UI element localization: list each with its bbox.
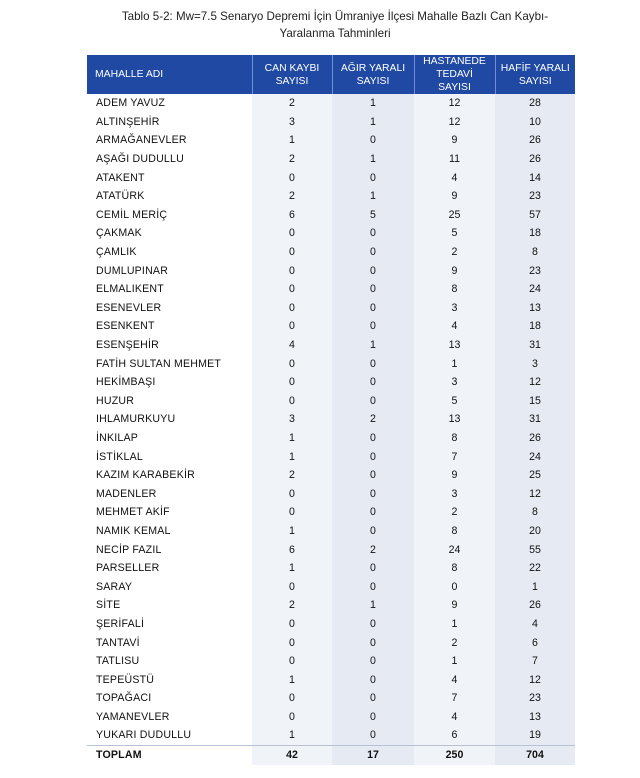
severe-injuries-cell: 1 xyxy=(332,150,414,169)
header-severe-injuries xyxy=(332,55,414,94)
severe-injuries-cell: 0 xyxy=(332,577,414,596)
minor-injuries-cell: 1 xyxy=(495,577,575,596)
severe-injuries-cell: 0 xyxy=(332,280,414,299)
severe-injuries-cell: 1 xyxy=(332,336,414,355)
minor-injuries-cell: 15 xyxy=(495,392,575,411)
neighborhood-name: ALTINŞEHİR xyxy=(96,115,160,128)
deaths-cell: 2 xyxy=(252,466,332,485)
neighborhood-name: CEMİL MERİÇ xyxy=(96,208,168,221)
hospital-treatment-cell: 12 xyxy=(414,94,495,113)
deaths-cell: 0 xyxy=(252,652,332,671)
table-row xyxy=(87,447,575,466)
table-caption xyxy=(80,8,590,42)
total-hospital-treatment-cell: 250 xyxy=(414,745,495,765)
header-deaths-line-1: CAN KAYBI xyxy=(264,62,320,74)
neighborhood-name: MADENLER xyxy=(96,487,157,500)
neighborhood-name: PARSELLER xyxy=(96,562,160,575)
table-row xyxy=(87,150,575,169)
severe-injuries-cell: 0 xyxy=(332,131,414,150)
deaths-cell: 0 xyxy=(252,392,332,411)
neighborhood-name: ŞERİFALİ xyxy=(96,617,145,630)
hospital-treatment-cell: 9 xyxy=(414,131,495,150)
severe-injuries-cell: 0 xyxy=(332,633,414,652)
header-neighborhood: MAHALLE ADI xyxy=(87,55,252,94)
severe-injuries-cell: 0 xyxy=(332,317,414,336)
neighborhood-name: DUMLUPINAR xyxy=(96,264,169,277)
hospital-treatment-cell: 13 xyxy=(414,336,495,355)
header-severe-line-2: SAYISI xyxy=(356,75,390,87)
hospital-treatment-cell: 1 xyxy=(414,615,495,634)
deaths-cell: 2 xyxy=(252,187,332,206)
hospital-treatment-cell: 8 xyxy=(414,280,495,299)
minor-injuries-cell: 6 xyxy=(495,633,575,652)
deaths-cell: 0 xyxy=(252,224,332,243)
table-row xyxy=(87,633,575,652)
total-row xyxy=(87,745,575,765)
deaths-cell: 0 xyxy=(252,577,332,596)
table-row xyxy=(87,559,575,578)
severe-injuries-cell: 0 xyxy=(332,522,414,541)
minor-injuries-cell: 8 xyxy=(495,503,575,522)
severe-injuries-cell: 1 xyxy=(332,187,414,206)
table-row xyxy=(87,336,575,355)
minor-injuries-cell: 25 xyxy=(495,466,575,485)
total-minor-injuries-cell: 704 xyxy=(495,745,575,765)
hospital-treatment-cell: 2 xyxy=(414,633,495,652)
hospital-treatment-cell: 9 xyxy=(414,261,495,280)
neighborhood-name: NAMIK KEMAL xyxy=(96,524,171,537)
neighborhood-name: IHLAMURKUYU xyxy=(96,413,176,426)
deaths-cell: 4 xyxy=(252,336,332,355)
severe-injuries-cell: 0 xyxy=(332,447,414,466)
table-row xyxy=(87,540,575,559)
neighborhood-name: ÇAKMAK xyxy=(96,227,142,240)
hospital-treatment-cell: 8 xyxy=(414,559,495,578)
severe-injuries-cell: 1 xyxy=(332,113,414,132)
neighborhood-name: TEPEÜSTÜ xyxy=(96,673,155,686)
table-row xyxy=(87,299,575,318)
minor-injuries-cell: 20 xyxy=(495,522,575,541)
deaths-cell: 1 xyxy=(252,429,332,448)
hospital-treatment-cell: 1 xyxy=(414,354,495,373)
deaths-cell: 2 xyxy=(252,94,332,113)
table-row xyxy=(87,670,575,689)
severe-injuries-cell: 0 xyxy=(332,466,414,485)
neighborhood-name: ATAKENT xyxy=(96,171,145,184)
deaths-cell: 0 xyxy=(252,503,332,522)
hospital-treatment-cell: 7 xyxy=(414,689,495,708)
deaths-cell: 0 xyxy=(252,317,332,336)
minor-injuries-cell: 18 xyxy=(495,317,575,336)
table-row xyxy=(87,410,575,429)
minor-injuries-cell: 23 xyxy=(495,261,575,280)
minor-injuries-cell: 12 xyxy=(495,484,575,503)
neighborhood-name: YAMANEVLER xyxy=(96,710,170,723)
table-row xyxy=(87,689,575,708)
minor-injuries-cell: 23 xyxy=(495,689,575,708)
table-row xyxy=(87,373,575,392)
table-row xyxy=(87,484,575,503)
deaths-cell: 1 xyxy=(252,726,332,745)
table-row xyxy=(87,522,575,541)
minor-injuries-cell: 10 xyxy=(495,113,575,132)
hospital-treatment-cell: 2 xyxy=(414,503,495,522)
minor-injuries-cell: 3 xyxy=(495,354,575,373)
table-row xyxy=(87,615,575,634)
table-row xyxy=(87,206,575,225)
deaths-cell: 0 xyxy=(252,708,332,727)
severe-injuries-cell: 1 xyxy=(332,94,414,113)
deaths-cell: 0 xyxy=(252,299,332,318)
deaths-cell: 0 xyxy=(252,243,332,262)
minor-injuries-cell: 55 xyxy=(495,540,575,559)
table-row xyxy=(87,354,575,373)
deaths-cell: 1 xyxy=(252,559,332,578)
minor-injuries-cell: 7 xyxy=(495,652,575,671)
deaths-cell: 1 xyxy=(252,522,332,541)
minor-injuries-cell: 26 xyxy=(495,596,575,615)
deaths-cell: 0 xyxy=(252,261,332,280)
hospital-treatment-cell: 1 xyxy=(414,652,495,671)
hospital-treatment-cell: 6 xyxy=(414,726,495,745)
header-deaths xyxy=(252,55,332,94)
deaths-cell: 0 xyxy=(252,280,332,299)
neighborhood-name: ÇAMLIK xyxy=(96,246,137,259)
hospital-treatment-cell: 5 xyxy=(414,224,495,243)
neighborhood-name: ESENKENT xyxy=(96,320,155,333)
deaths-cell: 0 xyxy=(252,633,332,652)
minor-injuries-cell: 22 xyxy=(495,559,575,578)
minor-injuries-cell: 26 xyxy=(495,150,575,169)
hospital-treatment-cell: 13 xyxy=(414,410,495,429)
minor-injuries-cell: 4 xyxy=(495,615,575,634)
hospital-treatment-cell: 3 xyxy=(414,373,495,392)
severe-injuries-cell: 0 xyxy=(332,484,414,503)
total-severe-injuries-cell: 17 xyxy=(332,745,414,765)
hospital-treatment-cell: 3 xyxy=(414,299,495,318)
severe-injuries-cell: 0 xyxy=(332,224,414,243)
table-row xyxy=(87,131,575,150)
header-deaths-line-2: SAYISI xyxy=(275,75,309,87)
deaths-cell: 3 xyxy=(252,410,332,429)
hospital-treatment-cell: 4 xyxy=(414,317,495,336)
caption-line-1: Tablo 5-2: Mw=7.5 Senaryo Depremi İçin Ümraniye İlçesi Mahalle Bazlı Can Kaybı- xyxy=(121,10,549,23)
neighborhood-name: MEHMET AKİF xyxy=(96,506,170,519)
neighborhood-name: KAZIM KARABEKİR xyxy=(96,469,195,482)
severe-injuries-cell: 2 xyxy=(332,540,414,559)
table-row xyxy=(87,187,575,206)
severe-injuries-cell: 0 xyxy=(332,689,414,708)
severe-injuries-cell: 0 xyxy=(332,708,414,727)
minor-injuries-cell: 14 xyxy=(495,168,575,187)
minor-injuries-cell: 13 xyxy=(495,299,575,318)
table-row xyxy=(87,224,575,243)
minor-injuries-cell: 18 xyxy=(495,224,575,243)
table-row xyxy=(87,577,575,596)
neighborhood-name: ADEM YAVUZ xyxy=(96,97,166,110)
deaths-cell: 0 xyxy=(252,354,332,373)
table-row xyxy=(87,392,575,411)
severe-injuries-cell: 0 xyxy=(332,503,414,522)
minor-injuries-cell: 8 xyxy=(495,243,575,262)
table-body xyxy=(87,94,575,765)
deaths-cell: 1 xyxy=(252,447,332,466)
hospital-treatment-cell: 4 xyxy=(414,670,495,689)
severe-injuries-cell: 0 xyxy=(332,726,414,745)
table-row xyxy=(87,280,575,299)
hospital-treatment-cell: 2 xyxy=(414,243,495,262)
minor-injuries-cell: 12 xyxy=(495,670,575,689)
neighborhood-name: ESENEVLER xyxy=(96,301,162,314)
severe-injuries-cell: 0 xyxy=(332,299,414,318)
table-row xyxy=(87,261,575,280)
table-row xyxy=(87,94,575,113)
table-row xyxy=(87,708,575,727)
neighborhood-name: HUZUR xyxy=(96,394,135,407)
severe-injuries-cell: 5 xyxy=(332,206,414,225)
deaths-cell: 3 xyxy=(252,113,332,132)
neighborhood-name: TATLISU xyxy=(96,655,140,668)
minor-injuries-cell: 26 xyxy=(495,429,575,448)
hospital-treatment-cell: 7 xyxy=(414,447,495,466)
neighborhood-name: SİTE xyxy=(96,599,121,612)
neighborhood-name: ESENŞEHİR xyxy=(96,339,160,352)
deaths-cell: 0 xyxy=(252,689,332,708)
header-minor-line-1: HAFİF YARALI xyxy=(500,62,570,74)
deaths-cell: 2 xyxy=(252,596,332,615)
hospital-treatment-cell: 9 xyxy=(414,596,495,615)
deaths-cell: 1 xyxy=(252,131,332,150)
deaths-cell: 0 xyxy=(252,373,332,392)
deaths-cell: 6 xyxy=(252,540,332,559)
hospital-treatment-cell: 24 xyxy=(414,540,495,559)
minor-injuries-cell: 31 xyxy=(495,410,575,429)
header-severe-line-1: AĞIR YARALI xyxy=(340,62,406,74)
neighborhood-name: YUKARI DUDULLU xyxy=(96,729,192,742)
neighborhood-name: ARMAĞANEVLER xyxy=(96,134,187,147)
neighborhood-name: TANTAVİ xyxy=(96,636,140,649)
table-row xyxy=(87,168,575,187)
deaths-cell: 6 xyxy=(252,206,332,225)
severe-injuries-cell: 0 xyxy=(332,168,414,187)
hospital-treatment-cell: 8 xyxy=(414,522,495,541)
neighborhood-name: İSTİKLAL xyxy=(96,450,143,463)
deaths-cell: 0 xyxy=(252,484,332,503)
severe-injuries-cell: 1 xyxy=(332,596,414,615)
table-row xyxy=(87,596,575,615)
hospital-treatment-cell: 8 xyxy=(414,429,495,448)
hospital-treatment-cell: 3 xyxy=(414,484,495,503)
minor-injuries-cell: 12 xyxy=(495,373,575,392)
severe-injuries-cell: 2 xyxy=(332,410,414,429)
deaths-cell: 1 xyxy=(252,670,332,689)
table-row xyxy=(87,466,575,485)
header-hospital-line-2: TEDAVİ SAYISI xyxy=(436,69,473,93)
severe-injuries-cell: 0 xyxy=(332,373,414,392)
neighborhood-name: FATİH SULTAN MEHMET xyxy=(96,357,222,370)
neighborhood-name: TOPAĞACI xyxy=(96,692,152,705)
neighborhood-name: ATATÜRK xyxy=(96,190,145,203)
minor-injuries-cell: 13 xyxy=(495,708,575,727)
table-row xyxy=(87,503,575,522)
neighborhood-name: ELMALIKENT xyxy=(96,283,164,296)
hospital-treatment-cell: 5 xyxy=(414,392,495,411)
table-row xyxy=(87,243,575,262)
severe-injuries-cell: 0 xyxy=(332,429,414,448)
hospital-treatment-cell: 9 xyxy=(414,187,495,206)
header-hospital-line-1: HASTANEDE xyxy=(423,56,486,67)
hospital-treatment-cell: 0 xyxy=(414,577,495,596)
header-minor-injuries xyxy=(495,55,575,94)
hospital-treatment-cell: 4 xyxy=(414,708,495,727)
table-row xyxy=(87,429,575,448)
severe-injuries-cell: 0 xyxy=(332,261,414,280)
table-header-row xyxy=(87,55,575,94)
deaths-cell: 0 xyxy=(252,615,332,634)
total-deaths-cell: 42 xyxy=(252,745,332,765)
severe-injuries-cell: 0 xyxy=(332,615,414,634)
caption-line-2: Yaralanma Tahminleri xyxy=(279,27,391,40)
minor-injuries-cell: 23 xyxy=(495,187,575,206)
severe-injuries-cell: 0 xyxy=(332,243,414,262)
severe-injuries-cell: 0 xyxy=(332,652,414,671)
deaths-cell: 0 xyxy=(252,168,332,187)
total-label: TOPLAM xyxy=(87,745,252,765)
minor-injuries-cell: 26 xyxy=(495,131,575,150)
hospital-treatment-cell: 12 xyxy=(414,113,495,132)
neighborhood-name: HEKİMBAŞI xyxy=(96,376,156,389)
table-row xyxy=(87,317,575,336)
table-row xyxy=(87,652,575,671)
hospital-treatment-cell: 25 xyxy=(414,206,495,225)
severe-injuries-cell: 0 xyxy=(332,354,414,373)
deaths-cell: 2 xyxy=(252,150,332,169)
neighborhood-name: NECİP FAZIL xyxy=(96,543,162,556)
neighborhood-name: İNKILAP xyxy=(96,431,139,444)
minor-injuries-cell: 31 xyxy=(495,336,575,355)
hospital-treatment-cell: 9 xyxy=(414,466,495,485)
minor-injuries-cell: 57 xyxy=(495,206,575,225)
table-row xyxy=(87,113,575,132)
header-hospital-treatment xyxy=(414,55,495,94)
casualty-table xyxy=(87,55,575,765)
minor-injuries-cell: 24 xyxy=(495,280,575,299)
minor-injuries-cell: 24 xyxy=(495,447,575,466)
minor-injuries-cell: 28 xyxy=(495,94,575,113)
table-row xyxy=(87,726,575,745)
neighborhood-name: AŞAĞI DUDULLU xyxy=(96,153,184,166)
hospital-treatment-cell: 11 xyxy=(414,150,495,169)
severe-injuries-cell: 0 xyxy=(332,670,414,689)
severe-injuries-cell: 0 xyxy=(332,392,414,411)
severe-injuries-cell: 0 xyxy=(332,559,414,578)
neighborhood-name: SARAY xyxy=(96,580,133,593)
hospital-treatment-cell: 4 xyxy=(414,168,495,187)
header-minor-line-2: SAYISI xyxy=(518,75,552,87)
minor-injuries-cell: 19 xyxy=(495,726,575,745)
